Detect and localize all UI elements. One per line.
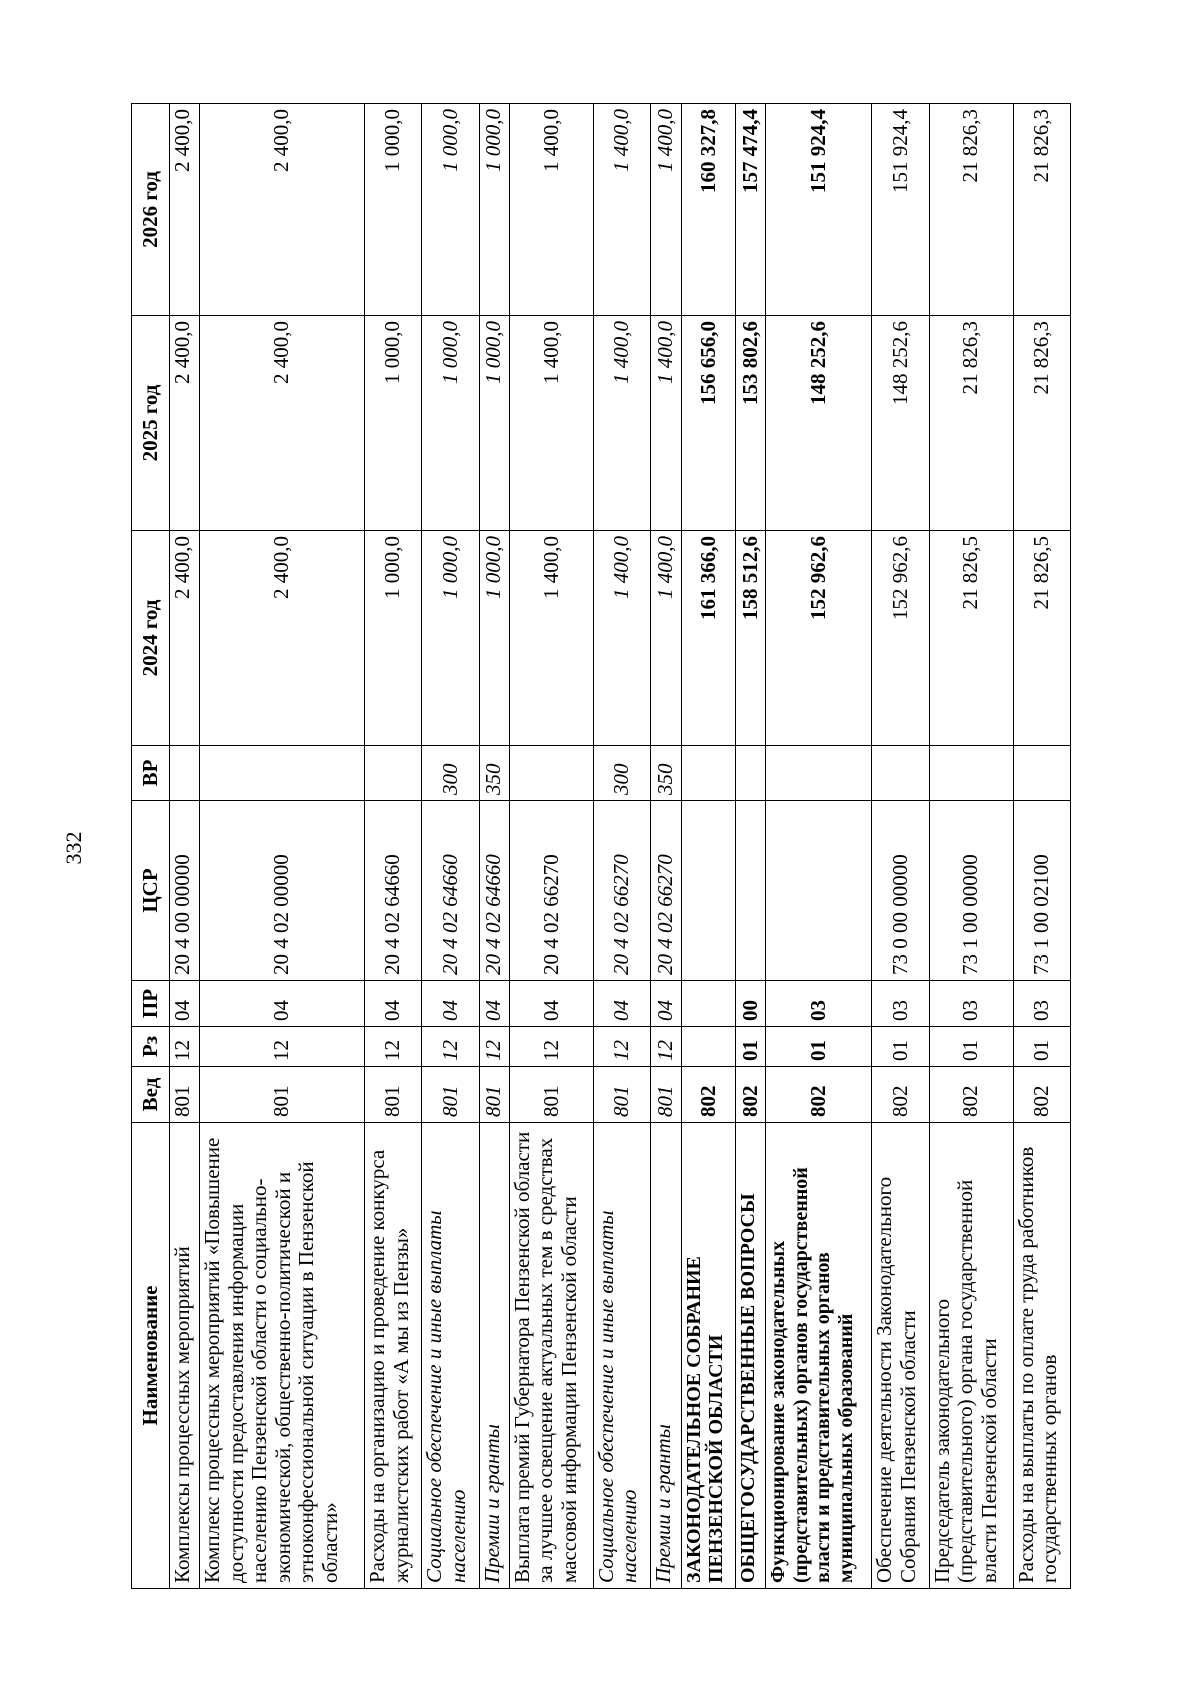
cell-2026: 1 400,0 [651, 104, 681, 316]
cell-ved: 801 [509, 1067, 593, 1123]
cell-csr [736, 801, 766, 981]
budget-table [131, 103, 1071, 1589]
cell-csr: 20 4 02 66270 [509, 801, 593, 981]
table-row [929, 104, 1013, 1589]
cell-2025: 1 400,0 [509, 316, 593, 531]
table-row [872, 104, 929, 1589]
table-row [736, 104, 766, 1589]
cell-2024: 2 400,0 [170, 531, 200, 746]
cell-pr: 04 [200, 981, 365, 1027]
header-vr: ВР [132, 746, 170, 801]
cell-2026: 21 826,3 [1013, 104, 1070, 316]
cell-ved: 801 [479, 1067, 509, 1123]
cell-2024: 1 000,0 [479, 531, 509, 746]
cell-csr: 73 0 00 00000 [872, 801, 929, 981]
cell-pr: 03 [766, 981, 872, 1027]
cell-name: Функционирование законодательных (представительных) органов государственной власти и представительных органов муниципальных образований [766, 1123, 872, 1589]
cell-rz: 01 [736, 1027, 766, 1067]
cell-vr [872, 746, 929, 801]
cell-name: Обеспечение деятельности Законодательного Собрания Пензенской области [872, 1123, 929, 1589]
cell-rz: 12 [422, 1027, 479, 1067]
header-2024: 2024 год [132, 531, 170, 746]
table-row [681, 104, 736, 1589]
cell-ved: 802 [872, 1067, 929, 1123]
cell-2026: 1 400,0 [509, 104, 593, 316]
cell-ved: 801 [365, 1067, 422, 1123]
cell-csr: 20 4 02 00000 [200, 801, 365, 981]
cell-ved: 801 [200, 1067, 365, 1123]
cell-2026: 151 924,4 [872, 104, 929, 316]
table-row [170, 104, 200, 1589]
cell-csr: 20 4 02 64660 [479, 801, 509, 981]
cell-pr [681, 981, 736, 1027]
cell-2024: 161 366,0 [681, 531, 736, 746]
cell-vr [200, 746, 365, 801]
cell-ved: 801 [651, 1067, 681, 1123]
cell-pr: 04 [365, 981, 422, 1027]
cell-ved: 802 [681, 1067, 736, 1123]
cell-2024: 1 000,0 [422, 531, 479, 746]
cell-2025: 1 000,0 [479, 316, 509, 531]
cell-csr: 20 4 02 66270 [593, 801, 650, 981]
cell-2025: 148 252,6 [872, 316, 929, 531]
header-ved: Вед [132, 1067, 170, 1123]
cell-name: Председатель законодательного (представительного) органа государственной власти Пензенской области [929, 1123, 1013, 1589]
cell-pr: 04 [651, 981, 681, 1027]
cell-ved: 801 [170, 1067, 200, 1123]
cell-ved: 802 [929, 1067, 1013, 1123]
cell-2026: 1 000,0 [479, 104, 509, 316]
cell-vr [736, 746, 766, 801]
cell-2024: 1 400,0 [593, 531, 650, 746]
cell-pr: 04 [593, 981, 650, 1027]
cell-2025: 1 400,0 [593, 316, 650, 531]
table-row [766, 104, 872, 1589]
cell-pr: 04 [422, 981, 479, 1027]
cell-rz: 12 [200, 1027, 365, 1067]
cell-rz [681, 1027, 736, 1067]
cell-vr [681, 746, 736, 801]
cell-csr: 20 4 02 64660 [365, 801, 422, 981]
cell-rz: 12 [593, 1027, 650, 1067]
cell-ved: 801 [422, 1067, 479, 1123]
cell-ved: 802 [736, 1067, 766, 1123]
table-row [422, 104, 479, 1589]
cell-2025: 1 000,0 [365, 316, 422, 531]
cell-rz: 12 [509, 1027, 593, 1067]
cell-2024: 158 512,6 [736, 531, 766, 746]
table-row [200, 104, 365, 1589]
cell-csr [766, 801, 872, 981]
cell-2025: 153 802,6 [736, 316, 766, 531]
cell-vr: 300 [422, 746, 479, 801]
cell-2024: 21 826,5 [1013, 531, 1070, 746]
cell-2026: 151 924,4 [766, 104, 872, 316]
cell-rz: 01 [929, 1027, 1013, 1067]
cell-vr [365, 746, 422, 801]
cell-pr: 03 [929, 981, 1013, 1027]
cell-name: Выплата премий Губернатора Пензенской области за лучшее освещение актуальных тем в средствах массовой информации Пензенской области [509, 1123, 593, 1589]
cell-2026: 160 327,8 [681, 104, 736, 316]
cell-2024: 1 000,0 [365, 531, 422, 746]
header-csr: ЦСР [132, 801, 170, 981]
cell-2025: 156 656,0 [681, 316, 736, 531]
table-row [509, 104, 593, 1589]
cell-csr [681, 801, 736, 981]
cell-csr: 20 4 02 66270 [651, 801, 681, 981]
cell-rz: 12 [170, 1027, 200, 1067]
cell-pr: 00 [736, 981, 766, 1027]
cell-ved: 802 [766, 1067, 872, 1123]
cell-vr [1013, 746, 1070, 801]
cell-name: Премии и гранты [651, 1123, 681, 1589]
rotated-table-wrapper [131, 104, 1071, 1589]
cell-name: Комплекс процессных мероприятий «Повышение доступности предоставления информации населению Пензенской области о социально-экономической, общественно-политической и этноконфессиональной ситуации в Пензенской области» [200, 1123, 365, 1589]
cell-name: ЗАКОНОДАТЕЛЬНОЕ СОБРАНИЕ ПЕНЗЕНСКОЙ ОБЛАСТИ [681, 1123, 736, 1589]
cell-vr: 300 [593, 746, 650, 801]
cell-2025: 21 826,3 [1013, 316, 1070, 531]
cell-2026: 2 400,0 [170, 104, 200, 316]
cell-name: ОБЩЕГОСУДАРСТВЕННЫЕ ВОПРОСЫ [736, 1123, 766, 1589]
cell-pr: 04 [479, 981, 509, 1027]
cell-pr: 04 [509, 981, 593, 1027]
page-number: 332 [61, 831, 86, 865]
cell-name: Расходы на организацию и проведение конкурса журналистских работ «А мы из Пензы» [365, 1123, 422, 1589]
cell-2026: 21 826,3 [929, 104, 1013, 316]
cell-2026: 1 000,0 [365, 104, 422, 316]
cell-2026: 157 474,4 [736, 104, 766, 316]
cell-vr: 350 [651, 746, 681, 801]
table-row [1013, 104, 1070, 1589]
cell-csr: 20 4 00 00000 [170, 801, 200, 981]
cell-2025: 21 826,3 [929, 316, 1013, 531]
cell-2025: 1 400,0 [651, 316, 681, 531]
table-row [479, 104, 509, 1589]
cell-rz: 12 [479, 1027, 509, 1067]
cell-vr [509, 746, 593, 801]
header-2026: 2026 год [132, 104, 170, 316]
cell-vr [929, 746, 1013, 801]
cell-ved: 801 [593, 1067, 650, 1123]
cell-rz: 12 [365, 1027, 422, 1067]
cell-2025: 2 400,0 [170, 316, 200, 531]
table-row [651, 104, 681, 1589]
cell-rz: 01 [872, 1027, 929, 1067]
cell-ved: 802 [1013, 1067, 1070, 1123]
cell-vr: 350 [479, 746, 509, 801]
cell-2026: 2 400,0 [200, 104, 365, 316]
header-2025: 2025 год [132, 316, 170, 531]
cell-csr: 20 4 02 64660 [422, 801, 479, 981]
cell-vr [766, 746, 872, 801]
table-row [365, 104, 422, 1589]
cell-pr: 03 [1013, 981, 1070, 1027]
cell-2026: 1 400,0 [593, 104, 650, 316]
cell-2025: 2 400,0 [200, 316, 365, 531]
table-row [593, 104, 650, 1589]
cell-2024: 2 400,0 [200, 531, 365, 746]
header-rz: Рз [132, 1027, 170, 1067]
cell-2026: 1 000,0 [422, 104, 479, 316]
cell-rz: 01 [1013, 1027, 1070, 1067]
cell-name: Социальное обеспечение и иные выплаты населению [593, 1123, 650, 1589]
cell-rz: 12 [651, 1027, 681, 1067]
cell-2024: 21 826,5 [929, 531, 1013, 746]
cell-2024: 1 400,0 [509, 531, 593, 746]
cell-csr: 73 1 00 02100 [1013, 801, 1070, 981]
header-row [132, 104, 170, 1589]
header-name: Наименование [132, 1123, 170, 1589]
cell-2025: 148 252,6 [766, 316, 872, 531]
cell-pr: 03 [872, 981, 929, 1027]
cell-name: Премии и гранты [479, 1123, 509, 1589]
cell-2024: 152 962,6 [766, 531, 872, 746]
header-pr: ПР [132, 981, 170, 1027]
cell-name: Комплексы процессных мероприятий [170, 1123, 200, 1589]
cell-2024: 152 962,6 [872, 531, 929, 746]
cell-pr: 04 [170, 981, 200, 1027]
cell-2024: 1 400,0 [651, 531, 681, 746]
cell-csr: 73 1 00 00000 [929, 801, 1013, 981]
cell-vr [170, 746, 200, 801]
cell-name: Социальное обеспечение и иные выплаты населению [422, 1123, 479, 1589]
cell-2025: 1 000,0 [422, 316, 479, 531]
cell-name: Расходы на выплаты по оплате труда работников государственных органов [1013, 1123, 1070, 1589]
cell-rz: 01 [766, 1027, 872, 1067]
